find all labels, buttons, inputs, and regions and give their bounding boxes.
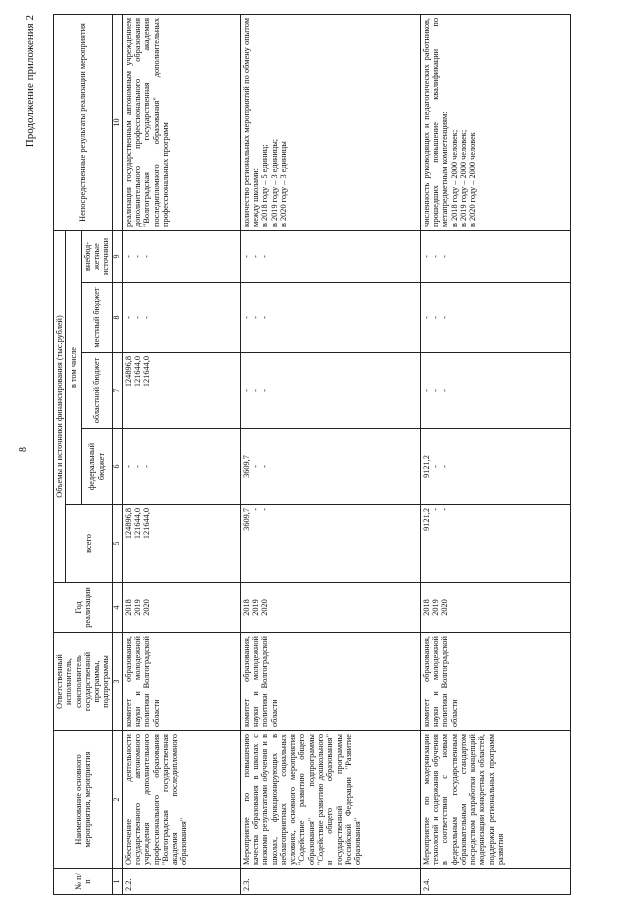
header-total: всего [66,505,112,583]
row-years: 2018 2019 2020 [420,583,570,633]
row-local: - - - [420,283,570,353]
row-number: 2.3. [240,869,420,895]
row-responsible: комитет образования, науки и молодежной политики Волгоградской области [122,633,240,731]
result-item: в 2020 году – 3 единицы [278,141,288,227]
row-federal: 3609,7 - - [240,429,420,505]
col-number: 2 [112,731,122,869]
header-extra: внебюд-жетные источники [81,230,112,282]
result-item: в 2020 году – 2000 человек [468,132,478,227]
row-name: Обеспечение деятельности государственного автономного учреждения дополнительного профессионального образования "Волгоградская государственная академия последипломного образования" [122,731,240,869]
page-number: 8 [18,447,29,452]
row-result: реализация государственным автономным учреждением дополнительного профессионального образования "Волгоградская государственная академия последипломного образования" дополнительных профессиональных программ [122,14,240,230]
result-item: в 2018 году – 5 единиц; [260,144,270,227]
row-result: количество региональных мероприятий по обмену опытом между школами: в 2018 году – 5 единиц; в 2019 году – 3 единицы; в 2020 году – 3 единицы [240,14,420,230]
header-federal: федеральный бюджет [81,429,112,505]
col-number: 7 [112,353,122,429]
table-row [420,14,570,894]
row-years: 2018 2019 2020 [122,583,240,633]
col-number: 9 [112,230,122,282]
appendix-caption: Продолжение приложения 2 [24,15,36,148]
header-including: в том числе [66,230,82,504]
row-name: Мероприятие по повышению качества образования в школах с низкими результатами обучения и в школах, функционирующих в неблагоприятных социальных условиях, основного мероприятия "Содействие развитию общего образования" подпрограммы "Содействие развитию дошкольного и общего образования" государственной программы Российской Федерации "Развитие образования" [240,731,420,869]
col-number: 4 [112,583,122,633]
col-number: 10 [112,14,122,230]
col-number: 6 [112,429,122,505]
row-years: 2018 2019 2020 [240,583,420,633]
program-table [53,14,571,895]
col-number: 8 [112,283,122,353]
row-extra: - - - [240,230,420,282]
row-extra: - - - [420,230,570,282]
header-year: Год реализации [54,583,113,633]
result-item: в 2018 году – 2000 человек; [449,129,459,227]
header-n: № п/п [54,869,113,895]
row-result: численность руководящих и педагогических работников, прошедших повышение квалификации по метапредметным компетенциям: в 2018 году – 2000 человек; в 2019 году – 2000 человек; в 2020 году – 2000 человек [420,14,570,230]
col-number: 5 [112,505,122,583]
row-name: Мероприятие по модернизации технологий и содержания обучения в соответствии с новым федеральным государственным образовательным стандартом посредством разработки концепций модернизации конкретных областей, поддержки региональных программ развития [420,731,570,869]
row-regional: - - - [420,353,570,429]
header-regional: областной бюджет [81,353,112,429]
row-number: 2.4. [420,869,570,895]
row-local: - - - [122,283,240,353]
row-regional: 124896,8 121644,0 121644,0 [122,353,240,429]
row-total: 9121,2 - - [420,505,570,583]
header-result: Непосредственные результаты реализации мероприятия [54,14,113,230]
result-item: в 2019 году – 2000 человек; [458,129,468,227]
row-number: 2.2. [122,869,240,895]
row-responsible: комитет образования, науки и молодежной политики Волгоградской области [420,633,570,731]
row-local: - - - [240,283,420,353]
result-item: в 2019 году – 3 единицы; [269,138,279,227]
row-total: 124896,8 121644,0 121644,0 [122,505,240,583]
header-finance: Объемы и источники финансирования (тыс.рублей) [54,230,66,582]
header-responsible: Ответственный исполнитель, соисполнитель государственной программы, подпрограммы [54,633,113,731]
header-local: местный бюджет [81,283,112,353]
table-row [240,14,420,894]
col-number: 3 [112,633,122,731]
row-extra: - - - [122,230,240,282]
row-responsible: комитет образования, науки и молодежной политики Волгоградской области [240,633,420,731]
row-federal: 9121,2 - - [420,429,570,505]
col-number: 1 [112,869,122,895]
row-regional: - - - [240,353,420,429]
row-federal: - - - [122,429,240,505]
header-name: Наименование основного мероприятия, мероприятия [54,731,113,869]
table-row [122,14,240,894]
row-total: 3609,7 - - [240,505,420,583]
rotated-table-page [25,15,625,895]
